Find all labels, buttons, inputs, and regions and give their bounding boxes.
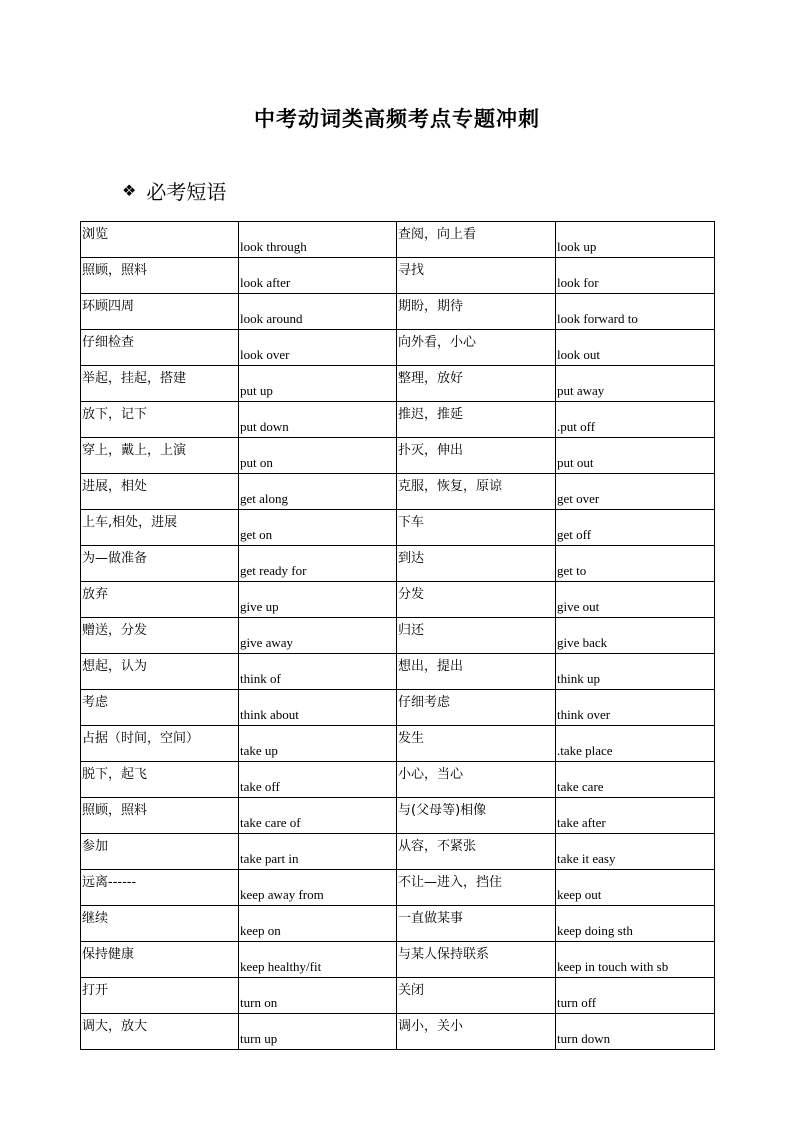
chinese-meaning-cell: 举起，挂起，搭建 xyxy=(81,366,239,402)
chinese-meaning-cell: 查阅，向上看 xyxy=(397,222,556,258)
section-heading-label: 必考短语 xyxy=(146,180,227,204)
table-row xyxy=(81,258,715,294)
chinese-meaning-cell: 远离------ xyxy=(81,870,239,906)
chinese-meaning-cell: 环顾四周 xyxy=(81,294,239,330)
english-phrase-cell: turn off xyxy=(556,978,715,1014)
english-phrase-cell: .put off xyxy=(556,402,715,438)
english-phrase-cell: take care xyxy=(556,762,715,798)
chinese-meaning-cell: 不让—进入，挡住 xyxy=(397,870,556,906)
english-phrase-cell: give out xyxy=(556,582,715,618)
chinese-meaning-cell: 仔细检查 xyxy=(81,330,239,366)
diamond-bullet-icon: ❖ xyxy=(122,181,137,200)
english-phrase-cell: keep away from xyxy=(239,870,397,906)
chinese-meaning-cell: 下车 xyxy=(397,510,556,546)
chinese-meaning-cell: 想起，认为 xyxy=(81,654,239,690)
english-phrase-cell: think up xyxy=(556,654,715,690)
table-row xyxy=(81,402,715,438)
chinese-meaning-cell: 穿上，戴上，上演 xyxy=(81,438,239,474)
english-phrase-cell: get on xyxy=(239,510,397,546)
chinese-meaning-cell: 归还 xyxy=(397,618,556,654)
chinese-meaning-cell: 扑灭，伸出 xyxy=(397,438,556,474)
chinese-meaning-cell: 整理，放好 xyxy=(397,366,556,402)
table-row xyxy=(81,690,715,726)
chinese-meaning-cell: 仔细考虑 xyxy=(397,690,556,726)
table-row xyxy=(81,906,715,942)
english-phrase-cell: think over xyxy=(556,690,715,726)
chinese-meaning-cell: 克服，恢复，原谅 xyxy=(397,474,556,510)
table-row xyxy=(81,618,715,654)
table-row xyxy=(81,330,715,366)
english-phrase-cell: keep on xyxy=(239,906,397,942)
chinese-meaning-cell: 照顾，照料 xyxy=(81,258,239,294)
english-phrase-cell: .take place xyxy=(556,726,715,762)
phrase-table-body xyxy=(81,222,715,1050)
english-phrase-cell: look up xyxy=(556,222,715,258)
english-phrase-cell: take off xyxy=(239,762,397,798)
chinese-meaning-cell: 进展，相处 xyxy=(81,474,239,510)
english-phrase-cell: think about xyxy=(239,690,397,726)
english-phrase-cell: get to xyxy=(556,546,715,582)
chinese-meaning-cell: 发生 xyxy=(397,726,556,762)
english-phrase-cell: give away xyxy=(239,618,397,654)
chinese-meaning-cell: 调大，放大 xyxy=(81,1014,239,1050)
chinese-meaning-cell: 脱下，起飞 xyxy=(81,762,239,798)
chinese-meaning-cell: 放弃 xyxy=(81,582,239,618)
table-row xyxy=(81,798,715,834)
chinese-meaning-cell: 到达 xyxy=(397,546,556,582)
chinese-meaning-cell: 推迟，推延 xyxy=(397,402,556,438)
table-row xyxy=(81,1014,715,1050)
english-phrase-cell: take part in xyxy=(239,834,397,870)
english-phrase-cell: get off xyxy=(556,510,715,546)
chinese-meaning-cell: 考虑 xyxy=(81,690,239,726)
chinese-meaning-cell: 与某人保持联系 xyxy=(397,942,556,978)
english-phrase-cell: give up xyxy=(239,582,397,618)
chinese-meaning-cell: 一直做某事 xyxy=(397,906,556,942)
english-phrase-cell: take after xyxy=(556,798,715,834)
english-phrase-cell: take up xyxy=(239,726,397,762)
chinese-meaning-cell: 小心，当心 xyxy=(397,762,556,798)
english-phrase-cell: look after xyxy=(239,258,397,294)
table-row xyxy=(81,222,715,258)
table-row xyxy=(81,366,715,402)
english-phrase-cell: look out xyxy=(556,330,715,366)
table-row xyxy=(81,726,715,762)
chinese-meaning-cell: 调小，关小 xyxy=(397,1014,556,1050)
english-phrase-cell: keep in touch with sb xyxy=(556,942,715,978)
page-title: 中考动词类高频考点专题冲刺 xyxy=(254,106,540,131)
section-heading xyxy=(122,176,226,205)
chinese-meaning-cell: 保持健康 xyxy=(81,942,239,978)
chinese-meaning-cell: 关闭 xyxy=(397,978,556,1014)
english-phrase-cell: look through xyxy=(239,222,397,258)
english-phrase-cell: put away xyxy=(556,366,715,402)
chinese-meaning-cell: 照顾，照料 xyxy=(81,798,239,834)
table-row xyxy=(81,582,715,618)
chinese-meaning-cell: 参加 xyxy=(81,834,239,870)
chinese-meaning-cell: 上车,相处，进展 xyxy=(81,510,239,546)
english-phrase-cell: put up xyxy=(239,366,397,402)
english-phrase-cell: keep out xyxy=(556,870,715,906)
table-row xyxy=(81,834,715,870)
table-row xyxy=(81,942,715,978)
table-row xyxy=(81,654,715,690)
table-row xyxy=(81,546,715,582)
chinese-meaning-cell: 分发 xyxy=(397,582,556,618)
chinese-meaning-cell: 继续 xyxy=(81,906,239,942)
chinese-meaning-cell: 浏览 xyxy=(81,222,239,258)
english-phrase-cell: turn down xyxy=(556,1014,715,1050)
chinese-meaning-cell: 为—做准备 xyxy=(81,546,239,582)
english-phrase-cell: keep healthy/fit xyxy=(239,942,397,978)
english-phrase-cell: keep doing sth xyxy=(556,906,715,942)
english-phrase-cell: turn on xyxy=(239,978,397,1014)
phrase-table xyxy=(80,221,715,1050)
english-phrase-cell: get over xyxy=(556,474,715,510)
english-phrase-cell: get along xyxy=(239,474,397,510)
english-phrase-cell: look for xyxy=(556,258,715,294)
english-phrase-cell: take care of xyxy=(239,798,397,834)
english-phrase-cell: put out xyxy=(556,438,715,474)
chinese-meaning-cell: 从容，不紧张 xyxy=(397,834,556,870)
table-row xyxy=(81,438,715,474)
english-phrase-cell: give back xyxy=(556,618,715,654)
chinese-meaning-cell: 寻找 xyxy=(397,258,556,294)
english-phrase-cell: take it easy xyxy=(556,834,715,870)
chinese-meaning-cell: 与(父母等)相像 xyxy=(397,798,556,834)
table-row xyxy=(81,870,715,906)
english-phrase-cell: look over xyxy=(239,330,397,366)
english-phrase-cell: put down xyxy=(239,402,397,438)
chinese-meaning-cell: 向外看，小心 xyxy=(397,330,556,366)
english-phrase-cell: get ready for xyxy=(239,546,397,582)
english-phrase-cell: think of xyxy=(239,654,397,690)
chinese-meaning-cell: 打开 xyxy=(81,978,239,1014)
english-phrase-cell: look around xyxy=(239,294,397,330)
english-phrase-cell: put on xyxy=(239,438,397,474)
chinese-meaning-cell: 想出，提出 xyxy=(397,654,556,690)
table-row xyxy=(81,510,715,546)
chinese-meaning-cell: 放下，记下 xyxy=(81,402,239,438)
english-phrase-cell: turn up xyxy=(239,1014,397,1050)
table-row xyxy=(81,978,715,1014)
chinese-meaning-cell: 赠送，分发 xyxy=(81,618,239,654)
table-row xyxy=(81,294,715,330)
table-row xyxy=(81,474,715,510)
chinese-meaning-cell: 期盼，期待 xyxy=(397,294,556,330)
chinese-meaning-cell: 占据（时间，空间） xyxy=(81,726,239,762)
table-row xyxy=(81,762,715,798)
english-phrase-cell: look forward to xyxy=(556,294,715,330)
